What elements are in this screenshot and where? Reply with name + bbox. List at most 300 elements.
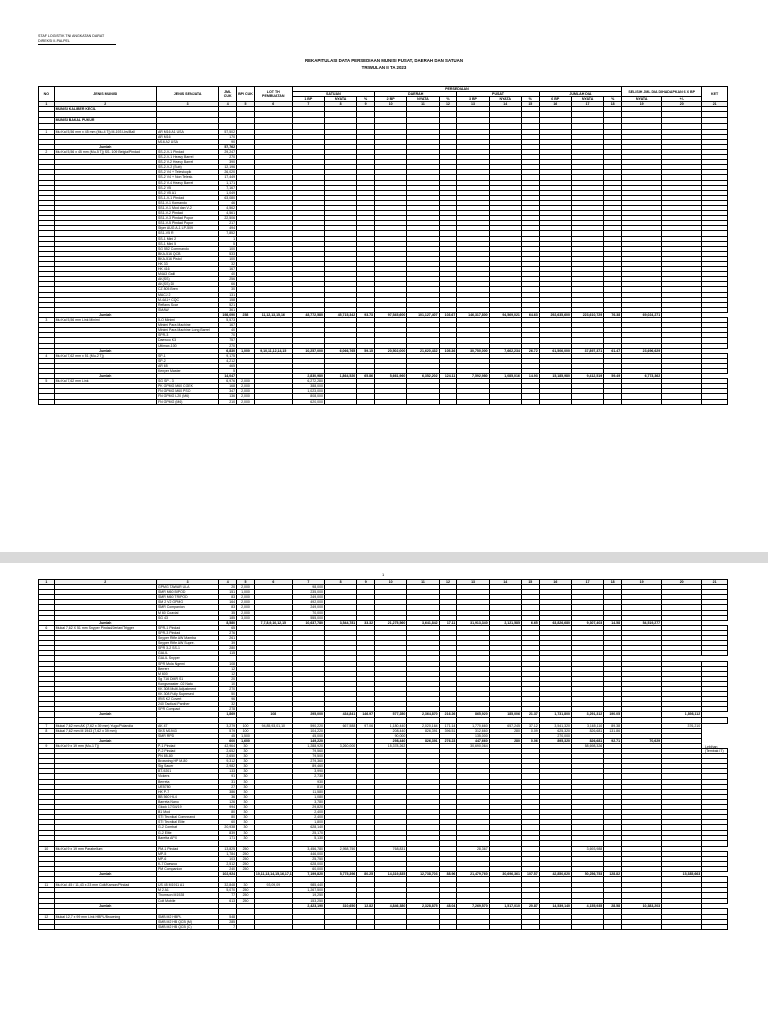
table-cell: GPMG TAWAR ULA [156, 585, 218, 590]
col-header-jenis-senjata: JENIS SENJATA [156, 87, 218, 102]
table-cell: 4,212 [219, 358, 237, 363]
table-cell: PK GPMG M60 CGEK [156, 384, 218, 389]
table-cell [702, 368, 728, 373]
table-cell: 30 [237, 749, 255, 754]
table-cell: 396.51 [439, 728, 457, 733]
table-cell: 1,267,500 [292, 888, 324, 893]
table-cell: SS1-V-1 Mod dan V-2 [156, 205, 218, 210]
table-cell: 50 [219, 692, 237, 697]
table-cell: AR M16 A1 USA [156, 129, 218, 134]
table-cell: SPR-3 [156, 333, 218, 338]
table-cell: 2,958,750 [325, 846, 357, 851]
table-cell: 101,127,407 [407, 312, 439, 317]
table-cell: 146.97 [357, 712, 375, 717]
table-cell: 5-O Minimi [156, 318, 218, 323]
table-cell: 3,990 [292, 769, 324, 774]
table-cell: 70,000 [292, 610, 324, 615]
column-index-cell: 19 [622, 580, 662, 585]
table-cell: 250 [237, 893, 255, 898]
table-cell: 164 [219, 600, 237, 605]
table-cell [662, 651, 702, 656]
table-cell [439, 399, 457, 404]
table-cell: 59.49 [604, 374, 622, 379]
col-header-daerah: DAERAH [375, 92, 457, 97]
col-header-pct: % [604, 97, 622, 102]
table-cell: Vickers [156, 774, 218, 779]
table-cell: SMAW [156, 307, 218, 312]
table-cell: 171.14 [439, 723, 457, 728]
table-cell: 492,000 [292, 600, 324, 605]
table-cell: Thomson M1928 [156, 893, 218, 898]
table-cell: 171 [219, 835, 237, 840]
table-cell: P-2 Pindad [156, 749, 218, 754]
table-cell: 2,000 [237, 610, 255, 615]
table-cell: 29,820 [292, 805, 324, 810]
table-cell: SMB M2 HB QCB (M) [156, 919, 218, 924]
table-cell: Berreta [156, 779, 218, 784]
table-cell: 5,661,960 [375, 374, 407, 379]
table-cell [324, 399, 356, 404]
table-cell: STI Tecnikal Comnnand [156, 815, 218, 820]
table-cell: MP-6 [156, 856, 218, 861]
table-cell [325, 924, 357, 929]
table-cell: FN GPMG M60 PSO [156, 389, 218, 394]
table-cell [539, 924, 571, 929]
table-cell: 30 [237, 759, 255, 764]
column-index-cell: 8 [324, 102, 356, 107]
table-cell: Kongsmaster .02 Nato [156, 681, 218, 686]
table-cell [39, 399, 55, 404]
column-index-cell: 3 [156, 102, 218, 107]
table-cell: 30 [237, 815, 255, 820]
table-cell [237, 924, 255, 929]
table-cell: 667,588 [325, 723, 357, 728]
table-cell: 70 [219, 333, 237, 338]
table-cell: 124.11 [439, 374, 457, 379]
table-cell: 45 [219, 733, 237, 738]
table-cell: 100 [219, 246, 237, 251]
table-cell: 30 [237, 743, 255, 748]
table-cell: 107.57 [521, 872, 539, 877]
table-cell: 11 [39, 883, 55, 888]
table-cell: 37,897,371 [571, 348, 603, 353]
table-cell: 94,85,93,01,10 [254, 723, 292, 728]
table-cell: 10 [219, 681, 237, 686]
column-index-cell: 10 [375, 580, 407, 585]
table-cell: SS-2 V5 [156, 185, 218, 190]
table-cell: CZ 805 Bren [156, 287, 218, 292]
table-cell: 2,830,980 [292, 374, 324, 379]
table-cell [604, 924, 622, 929]
col-header-1bp: 1 BP [292, 97, 324, 102]
table-cell: BKA-516 Pistol [156, 256, 218, 261]
table-cell: Sig Sauer [156, 764, 218, 769]
column-index-cell: 1 [39, 580, 55, 585]
table-cell: SS1-V5 R [156, 231, 218, 236]
table-cell: 3,000 [237, 615, 255, 620]
col-header-jml-cuk: JML CUK [219, 87, 237, 102]
table-cell: 1,898,112 [662, 712, 702, 717]
table-cell: 6,352,202 [407, 374, 439, 379]
letterhead [38, 34, 116, 45]
table-cell [254, 924, 292, 929]
table-cell [702, 924, 728, 929]
column-index-cell: 2 [54, 102, 156, 107]
table-cell: 190.05 [604, 712, 622, 717]
table-cell: 250 [237, 898, 255, 903]
table-cell [702, 615, 728, 620]
table-cell: 6.65 [521, 620, 539, 625]
table-cell: Styer AUG A-1 LP-509 [156, 226, 218, 231]
table-cell: 26.72 [521, 348, 539, 353]
table-cell: Mu Kal 9 x 19 mm (Mu-1 Tj) [54, 743, 156, 748]
table-cell: SP-2 [156, 358, 218, 363]
table-cell: 808,000 [292, 394, 324, 399]
table-cell: 26,020 [219, 170, 237, 175]
table-cell: 28,367 [457, 846, 489, 851]
table-cell: Minimi Para Machine [156, 323, 218, 328]
table-cell: 20.87 [521, 903, 539, 908]
column-index-cell: 18 [604, 580, 622, 585]
table-cell: 1,869 [219, 712, 237, 717]
table-cell: 29,247 [219, 149, 237, 154]
table-cell: 250 [237, 846, 255, 851]
column-index-cell: 15 [521, 102, 539, 107]
table-cell: 91 [219, 774, 237, 779]
table-cell: 9,312 [219, 759, 237, 764]
table-cell: 10,383,203 [622, 903, 662, 908]
column-index-cell: 15 [521, 580, 539, 585]
table-cell: SM 2 V2 GPMG [156, 600, 218, 605]
column-index-cell: 16 [539, 102, 571, 107]
table-cell: 97.06 [357, 723, 375, 728]
table-cell: 100 [219, 256, 237, 261]
table-cell: 104,220 [292, 728, 324, 733]
table-cell: 6,066,765 [324, 348, 356, 353]
table-cell: 48.04 [439, 903, 457, 908]
table-cell: 3,291,312 [571, 712, 603, 717]
column-index-cell: 21 [702, 580, 728, 585]
table-cell: Berrerr [156, 666, 218, 671]
table-cell: 80 [219, 810, 237, 815]
table-cell: 2,650 [219, 754, 237, 759]
table-cell: 1,500 [237, 733, 255, 738]
table-cell: 65.86 [357, 374, 375, 379]
col-header-pct: % [439, 97, 457, 102]
table-cell: 1,864,520 [324, 374, 356, 379]
table-cell: 1,000 [237, 348, 255, 353]
table-cell: 88.96 [439, 872, 457, 877]
table-cell: 521 [219, 302, 237, 307]
table-cell: SMR Companion [156, 605, 218, 610]
table-cell: 30 [237, 794, 255, 799]
table-cell [702, 898, 728, 903]
table-cell: 865,920 [457, 712, 489, 717]
table-cell: 7,167 [219, 185, 237, 190]
table-cell: 310,650 [325, 903, 357, 908]
table-cell: 105.36 [439, 348, 457, 353]
table-cell: 7,7,8,9,10,12,15 [254, 620, 292, 625]
table-cell: 93,09,09 [254, 883, 292, 888]
table-cell: 292,635,600 [539, 312, 571, 317]
table-cell: BB 560 HL4 [156, 794, 218, 799]
table-cell: 30,690,064 [457, 743, 489, 748]
page-number: 1 [382, 572, 385, 577]
table-cell: 1 [219, 236, 237, 241]
table-cell: 30 [237, 779, 255, 784]
table-cell: 5,070 [219, 888, 237, 893]
table-cell: 4,561 [219, 211, 237, 216]
table-cell [539, 399, 571, 404]
table-cell [702, 867, 728, 872]
col-header-satuan: SATUAN [292, 92, 374, 97]
table-cell [457, 399, 489, 404]
table-cell [54, 399, 156, 404]
table-cell: 14,539,140 [539, 903, 571, 908]
table-cell [521, 924, 539, 929]
table-cell [254, 399, 292, 404]
table-cell: 131.86 [604, 728, 622, 733]
table-cell: AK 47 [156, 723, 218, 728]
table-cell [489, 924, 521, 929]
table-cell: 96 [219, 697, 237, 702]
table-cell [571, 924, 603, 929]
table-cell: 994 [219, 805, 237, 810]
table-cell: 270 [219, 155, 237, 160]
column-index-cell: 11 [407, 102, 439, 107]
table-cell: SS-2-V-2 (Sub) [156, 165, 218, 170]
table-cell: 249,000 [292, 595, 324, 600]
table-cell: 2,364,870 [407, 712, 439, 717]
table-cell: 79,500 [292, 754, 324, 759]
table-cell: 21,620,432 [407, 348, 439, 353]
table-cell: 625,320 [539, 728, 571, 733]
table-cell: 208,440 [375, 728, 407, 733]
table-cell: 80.25 [357, 872, 375, 877]
table-cell: 1,731,800 [539, 712, 571, 717]
table-cell: 839 [219, 830, 237, 835]
table-cell: 6,272,280 [292, 379, 324, 384]
table-cell: 185 [219, 615, 237, 620]
table-cell: 270,000 [539, 733, 571, 738]
table-cell: AR 65 [156, 363, 218, 368]
table-cell: SS1-V-3 Pindad Popor [156, 216, 218, 221]
table-cell: 826,681 [571, 738, 603, 743]
table-cell: Mu Kal 5,56 x 45 mm (Mu-5 Tj) SS- 109 Belgia/Pindad [54, 149, 156, 154]
column-index-cell: 11 [407, 580, 439, 585]
table-cell: 4 [39, 353, 55, 358]
table-cell: M 2 A1 [156, 888, 218, 893]
table-cell: 54,519,277 [622, 620, 662, 625]
table-cell: 30,750,000 [457, 348, 489, 353]
table-cell: 31 [219, 779, 237, 784]
table-cell: 4,846,380 [375, 903, 407, 908]
table-cell: 3,165,110 [571, 723, 603, 728]
table-cell: 20,938 [219, 825, 237, 830]
table-cell: 3 [39, 318, 55, 323]
table-cell: 77 [219, 893, 237, 898]
table-cell: 60 [219, 820, 237, 825]
table-cell: Jumlah [54, 348, 156, 353]
table-cell: 9,307,403 [571, 620, 603, 625]
table-cell: SPR-1 Pindad [156, 625, 218, 630]
table-cell [662, 924, 702, 929]
table-cell: 57,502 [219, 129, 237, 134]
table-cell: 280 [489, 728, 521, 733]
table-cell: 250 [237, 867, 255, 872]
table-cell: SG SP - 3 [156, 379, 218, 384]
table-cell: 2,000 [237, 379, 255, 384]
column-index-cell: 4 [219, 580, 237, 585]
table-cell: 280 [489, 738, 521, 743]
table-cell: 80 [219, 815, 237, 820]
table-cell: 198,090 [219, 312, 237, 317]
table-cell [622, 399, 662, 404]
table-cell: 2,400 [292, 810, 324, 815]
table-cell: SMB M2 HBPL [156, 914, 218, 919]
letterhead-line-1: STAF LOGISTIK TNI ANGKATAN DARAT [38, 34, 105, 38]
table-cell: 40 [219, 328, 237, 333]
table-cell: 133 [219, 769, 237, 774]
table-cell: 21,275,560 [375, 620, 407, 625]
column-index-cell: 16 [539, 580, 571, 585]
table-cell: 390 [219, 160, 237, 165]
table-cell: 10,11,13,14,15,16,17,1 [255, 872, 292, 877]
table-cell: 20 [219, 676, 237, 681]
table-cell [54, 924, 156, 929]
table-cell: Jumlah [54, 374, 156, 379]
table-cell: Colt Mobile [156, 898, 218, 903]
table-cell: 555,000 [292, 615, 324, 620]
table-cell: 12.82 [357, 903, 375, 908]
table-cell: 102,924 [219, 872, 237, 877]
table-cell: 628,140 [292, 825, 324, 830]
table-cell: 70,629 [622, 738, 662, 743]
table-cell: 240 [219, 867, 237, 872]
table-cell: 30 [237, 805, 255, 810]
column-index-cell: 13 [457, 102, 489, 107]
column-index-cell: 5 [237, 580, 255, 585]
table-cell: 270 [219, 343, 237, 348]
table-cell: AR M16 [156, 134, 218, 139]
table-cell: 12,196 [219, 165, 237, 170]
ket-note: Lebihan (Tembak IT) [705, 745, 724, 753]
table-cell: 5,775,396 [325, 872, 357, 877]
table-cell: 17,449 [219, 175, 237, 180]
table-cell: 9,175 [219, 353, 237, 358]
table-cell: Browning HP M-80 [156, 759, 218, 764]
table-cell: 42,850,620 [539, 872, 571, 877]
table-cell: 58,698,326 [571, 743, 603, 748]
column-index-cell: 17 [571, 102, 603, 107]
table-cell: 46 [219, 200, 237, 205]
table-cell: 577,280 [375, 712, 407, 717]
col-header-pct: % [521, 97, 539, 102]
table-cell: 30 [237, 825, 255, 830]
table-cell: GALIL Snyper [156, 656, 218, 661]
table-cell: Daewoo K3 [156, 338, 218, 343]
table-cell: 276.23 [439, 738, 457, 743]
table-cell: MUNISI BAKAL PUKUR [54, 118, 156, 123]
table-cell [457, 924, 489, 929]
col-header-6bp: 6 BP [539, 97, 571, 102]
table-cell: 210 [219, 399, 237, 404]
table-cell: 0.06 [521, 738, 539, 743]
table-cell: 15,185,980 [539, 374, 571, 379]
table-cell: SMR RPD [156, 733, 218, 738]
table-cell: 1,600 [237, 738, 255, 743]
table-cell: 2,512 [219, 861, 237, 866]
table-cell: 2,730 [292, 774, 324, 779]
table-cell: 20,502,000 [375, 348, 407, 353]
table-cell: 628,000 [292, 861, 324, 866]
table-cell: 30 [237, 820, 255, 825]
table-cell: Kenyer Master [156, 368, 218, 373]
table-cell: 21.37 [521, 712, 539, 717]
table-cell: 2,000 [237, 384, 255, 389]
table-cell: 30 [237, 764, 255, 769]
table-cell: 985,440 [292, 883, 324, 888]
table-cell: 347 [219, 389, 237, 394]
table-cell: 108 [254, 712, 292, 717]
column-index-cell: 12 [439, 580, 457, 585]
col-header-plusminus: +/- [662, 97, 702, 102]
table-cell: 30 [219, 287, 237, 292]
table-cell: 83 [219, 605, 237, 610]
table-cell: 13,825 [219, 846, 237, 851]
table-cell: 45,715,342 [324, 312, 356, 317]
table-cell: 2,000 [237, 600, 255, 605]
table-cell: SS-2 V-2 Heavy Barrel [156, 160, 218, 165]
table-cell: Jumlah [54, 312, 156, 317]
table-cell: 15,378,262 [375, 743, 407, 748]
table-cell: Mukal 7,62 mm M 1943 (7,62 x 39 mm) [54, 728, 156, 733]
table-cell: 250 [237, 851, 255, 856]
column-index-cell: 9 [357, 580, 375, 585]
table-cell: 1,080 [292, 794, 324, 799]
table-cell: 279,360 [292, 759, 324, 764]
table-cell: 30 [237, 774, 255, 779]
table-cell: 103.67 [439, 312, 457, 317]
col-header-no: NO [39, 87, 55, 102]
table-cell: 223,610,729 [571, 312, 603, 317]
table-cell: 7 [39, 723, 55, 728]
table-cell: 465 [219, 363, 237, 368]
stock-table-page-1 [38, 86, 728, 405]
table-cell: 533 [219, 251, 237, 256]
table-cell: MP-5 [156, 851, 218, 856]
table-cell: FN GPMG L20 (M6) [156, 394, 218, 399]
table-cell: SS-1 Mini 2 [156, 236, 218, 241]
table-cell: 32,848 [219, 883, 237, 888]
table-cell: 2,652 [219, 749, 237, 754]
table-cell: 3,541,320 [539, 723, 571, 728]
column-index-cell: 7 [292, 580, 324, 585]
column-index-cell: 12 [439, 102, 457, 107]
table-cell: Snyper Rifle AW Supre. [156, 641, 218, 646]
table-cell: M 600 [156, 671, 218, 676]
table-cell: AK(SS) DI [156, 282, 218, 287]
table-cell: 30 [237, 835, 255, 840]
table-cell: 494 [219, 226, 237, 231]
table-cell: Glock 17/34/19 [156, 805, 218, 810]
table-cell: 0.09 [521, 728, 539, 733]
table-cell [702, 651, 728, 656]
table-cell: 83 [219, 595, 237, 600]
table-cell: 11,580 [292, 789, 324, 794]
table-cell: 5 [219, 241, 237, 246]
table-cell: 2,000 [237, 399, 255, 404]
